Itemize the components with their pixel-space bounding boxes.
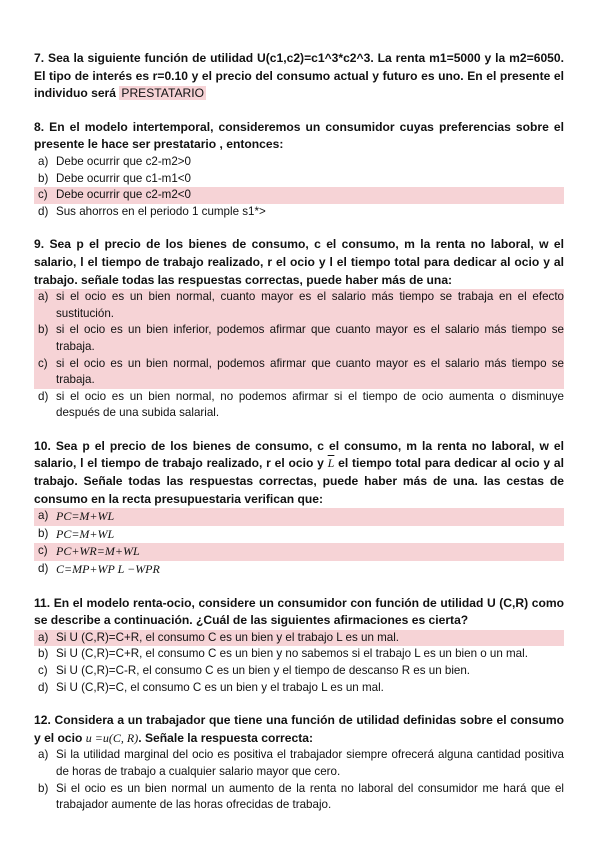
question-7-answer: PRESTATARIO	[121, 86, 205, 101]
option-text: Si la utilidad marginal del ocio es positiva el trabajador siempre ofrecerá alguna cantidad positiva de horas de trabajo a cualquier salario mayor que cero.	[56, 748, 564, 778]
option-letter: b)	[38, 323, 49, 337]
option-item	[34, 663, 564, 680]
option-item-highlighted	[34, 543, 564, 561]
option-item	[34, 646, 564, 663]
option-text: Sus ahorros en el periodo 1 cumple s1*>	[56, 204, 266, 218]
option-formula: PC=M+WL	[56, 509, 115, 524]
question-9	[34, 236, 564, 422]
option-letter: d)	[38, 680, 49, 694]
option-letter: b)	[38, 526, 49, 540]
question-12-body-b: . Señale la respuesta correcta:	[138, 730, 313, 745]
question-9-text: 9. Sea p el precio de los bienes de consumo, c el consumo, m la renta no laboral, w el salario, l el tiempo de trabajo realizado, r el ocio y l el tiempo total para dedicar al ocio y al trabajo. señale todas las respuestas correctas, puede haber más de una:	[34, 237, 564, 287]
option-letter: c)	[38, 664, 48, 677]
option-item	[34, 171, 564, 188]
question-9-options	[34, 289, 564, 422]
option-text: Si U (C,R)=C-R, el consumo C es un bien y el tiempo de descanso R es un bien.	[56, 664, 471, 677]
question-10	[34, 438, 564, 579]
question-11-options	[34, 630, 564, 696]
question-12	[34, 712, 564, 814]
option-text: Debe ocurrir que c1-m1<0	[56, 171, 192, 185]
question-12-body-a: 12. Considera a un trabajador que tiene una función de utilidad definidas sobre el consumo y el ocio	[34, 713, 564, 745]
option-text: Si U (C,R)=C+R, el consumo C es un bien y no sabemos si el trabajo L es un bien o un mal.	[56, 647, 528, 661]
option-letter: d)	[38, 562, 49, 576]
option-text: si el ocio es un bien normal, podemos afirmar que cuanto mayor es el salario más tiempo se trabaja.	[56, 356, 564, 387]
option-item-highlighted	[34, 356, 564, 389]
option-letter: b)	[38, 781, 49, 795]
question-12-options	[34, 747, 564, 813]
question-8	[34, 119, 564, 221]
option-letter: d)	[38, 389, 49, 403]
question-12-text	[34, 712, 564, 747]
option-text: Debe ocurrir que c2-m2<0	[56, 188, 192, 202]
question-8-options	[34, 154, 564, 220]
option-formula: PC=M+WL	[56, 526, 115, 541]
option-letter: a)	[38, 290, 49, 304]
question-8-text: 8. En el modelo intertemporal, consideremos un consumidor cuyas preferencias sobre el presente le hace ser prestatario , entonces:	[34, 119, 564, 152]
option-text: Si el ocio es un bien normal un aumento de la renta no laboral del consumidor me hará que el trabajador aumente de las horas ofrecidas de trabajo.	[56, 781, 564, 812]
option-item-highlighted	[34, 508, 564, 526]
question-10-body-b: el tiempo total para dedicar al ocio y al trabajo. Señale todas las respuestas correctas, puede haber más de una. las cestas de consumo en la recta presupuestaria verifican que:	[34, 456, 564, 506]
question-11-text: 11. En el modelo renta-ocio, considere un consumidor con función de utilidad U (C,R) como se describe a continuación. ¿Cuál de las siguientes afirmaciones es cierta?	[34, 595, 564, 628]
option-letter: c)	[38, 544, 48, 558]
option-item	[34, 389, 564, 422]
option-letter: a)	[38, 748, 49, 762]
option-item-highlighted	[34, 187, 564, 204]
option-letter: d)	[38, 204, 49, 218]
option-item-highlighted	[34, 289, 564, 322]
option-text: Si U (C,R)=C, el consumo C es un bien y el trabajo L es un mal.	[56, 680, 384, 694]
option-letter: c)	[38, 356, 48, 370]
option-item	[34, 154, 564, 171]
option-formula: PC+WR=M+WL	[56, 544, 140, 559]
option-letter: c)	[38, 188, 48, 202]
option-item	[34, 747, 564, 780]
option-letter: b)	[38, 647, 49, 661]
question-7-text	[34, 50, 564, 103]
option-item	[34, 526, 564, 544]
option-letter: a)	[38, 630, 49, 644]
question-11	[34, 595, 564, 697]
document-page	[34, 50, 564, 830]
option-letter: a)	[38, 509, 49, 523]
utility-formula: u =u(C, R)	[85, 730, 139, 745]
option-text: si el ocio es un bien normal, no podemos afirmar si el tiempo de ocio aumenta o disminuye después de una subida salarial.	[56, 389, 564, 420]
option-letter: b)	[38, 171, 49, 185]
question-10-text	[34, 438, 564, 508]
option-item	[34, 680, 564, 697]
question-7-body: 7. Sea la siguiente función de utilidad U(c1,c2)=c1^3*c2^3. La renta m1=5000 y la m2=6050. El tipo de interés es r=0.10 y el precio del consumo actual y futuro es uno. En el presente el individuo será	[34, 51, 564, 101]
option-item	[34, 781, 564, 814]
option-item-highlighted	[34, 322, 564, 355]
option-formula: C=MP+WP L −WPR	[56, 562, 160, 577]
total-time-symbol: $\overline{L}$	[327, 456, 335, 471]
question-10-options	[34, 508, 564, 578]
option-item	[34, 561, 564, 579]
option-item-highlighted	[34, 630, 564, 647]
option-item	[34, 204, 564, 221]
option-text: si el ocio es un bien normal, cuanto mayor es el salario más tiempo se trabaja en el efecto sustitución.	[56, 290, 564, 320]
option-text: Debe ocurrir que c2-m2>0	[56, 154, 192, 168]
question-7	[34, 50, 564, 103]
option-text: si el ocio es un bien inferior, podemos afirmar que cuanto mayor es el salario más tiempo se trabaja.	[56, 323, 564, 353]
question-10-body-a: 10. Sea p el precio de los bienes de consumo, c el consumo, m la renta no laboral, w el salario, l el tiempo de trabajo realizado, r el ocio y	[34, 438, 564, 471]
option-letter: a)	[38, 154, 49, 168]
option-text: Si U (C,R)=C+R, el consumo C es un bien y el trabajo L es un mal.	[56, 630, 400, 644]
